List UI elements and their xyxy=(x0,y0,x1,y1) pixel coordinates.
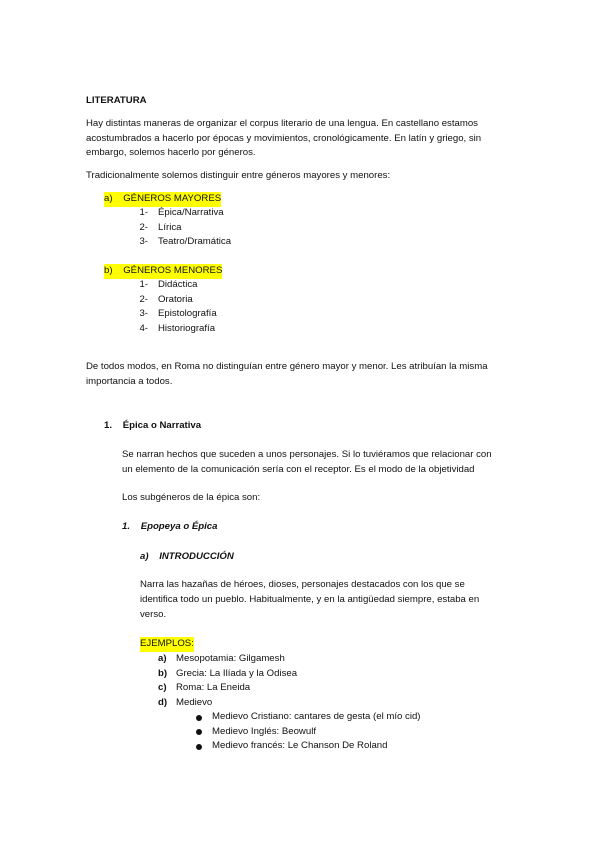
minor-item-number: 2- xyxy=(139,294,148,305)
example-text: Medievo xyxy=(176,696,213,708)
section-1-desc-line-1: Se narran hechos que suceden a unos personajes. Si lo tuviéramos que relacionar con xyxy=(122,449,492,460)
subgenres-line: Los subgéneros de la épica son: xyxy=(122,492,261,503)
minor-item-label: Didáctica xyxy=(158,279,198,290)
major-item-label: Teatro/Dramática xyxy=(158,236,232,247)
bullet-icon xyxy=(196,729,202,735)
minor-marker: b) xyxy=(104,265,113,276)
bullet-icon xyxy=(196,715,202,721)
minor-heading-label: GÉNEROS MENORES xyxy=(123,265,223,276)
example-letter: c) xyxy=(158,682,167,693)
introduction-heading xyxy=(140,550,234,565)
medievo-item: Medievo Inglés: Beowulf xyxy=(212,725,316,737)
major-marker: a) xyxy=(104,193,113,204)
narra-line-1: Narra las hazañas de héroes, dioses, personajes destacados con los que se xyxy=(140,579,465,590)
narra-line-2: identifica todo un pueblo. Habitualmente, y en la antigüedad siempre, estaba en xyxy=(140,594,480,605)
major-item-label: Lírica xyxy=(158,221,182,233)
major-heading-label: GÉNEROS MAYORES xyxy=(123,193,222,204)
minor-item-number: 3- xyxy=(139,308,148,319)
example-text: Mesopotamia: Gilgamesh xyxy=(176,653,285,664)
example-text: Roma: La Eneida xyxy=(176,682,251,693)
introduction-title: INTRODUCCIÓN xyxy=(159,551,234,562)
document-title: LITERATURA xyxy=(86,95,147,106)
bullet-icon xyxy=(196,744,202,750)
narra-line-3: verso. xyxy=(140,609,167,620)
intro-line-3: embargo, solemos hacerlo por géneros. xyxy=(86,147,256,158)
section-1-title: Épica o Narrativa xyxy=(122,420,202,431)
example-text: Grecia: La Ilíada y la Odisea xyxy=(176,667,298,679)
subsection-1-heading xyxy=(122,520,217,535)
major-genres-heading xyxy=(104,192,221,207)
minor-item-number: 4- xyxy=(139,323,148,334)
examples-heading: EJEMPLOS: xyxy=(140,637,194,652)
intro-line-2: acostumbrados a hacerlo por épocas y movimientos, cronológicamente. En latín y griego, sin xyxy=(86,132,482,144)
example-letter: a) xyxy=(158,653,167,664)
major-item-label: Épica/Narrativa xyxy=(158,207,224,218)
example-letter: d) xyxy=(158,696,168,708)
subsection-1-title: Epopeya o Épica xyxy=(140,521,218,532)
intro-line-1: Hay distintas maneras de organizar el corpus literario de una lengua. En castellano estamos xyxy=(86,118,478,129)
minor-item-label: Oratoria xyxy=(158,294,193,305)
minor-item-number: 1- xyxy=(139,279,148,290)
major-item-number: 2- xyxy=(139,221,148,233)
minor-genres-heading xyxy=(104,264,222,279)
rome-line-2: importancia a todos. xyxy=(86,376,173,387)
tradition-line: Tradicionalmente solemos distinguir entre géneros mayores y menores: xyxy=(86,170,391,181)
minor-item-label: Historiografía xyxy=(158,323,216,334)
minor-item-label: Epistolografía xyxy=(158,308,217,319)
example-letter: b) xyxy=(158,667,168,679)
major-item-number: 3- xyxy=(139,236,148,247)
rome-line-1: De todos modos, en Roma no distinguían entre género mayor y menor. Les atribuían la misma xyxy=(86,361,488,372)
medievo-item: Medievo Cristiano: cantares de gesta (el mío cid) xyxy=(212,711,421,722)
major-item-number: 1- xyxy=(139,207,148,218)
introduction-marker: a) xyxy=(140,551,149,562)
medievo-item: Medievo francés: Le Chanson De Roland xyxy=(212,740,388,751)
subsection-1-number: 1. xyxy=(122,521,131,532)
section-1-heading xyxy=(104,419,201,434)
section-1-number: 1. xyxy=(104,420,113,431)
section-1-desc-line-2: un elemento de la comunicación sería con el receptor. Es el modo de la objetividad xyxy=(122,463,475,475)
